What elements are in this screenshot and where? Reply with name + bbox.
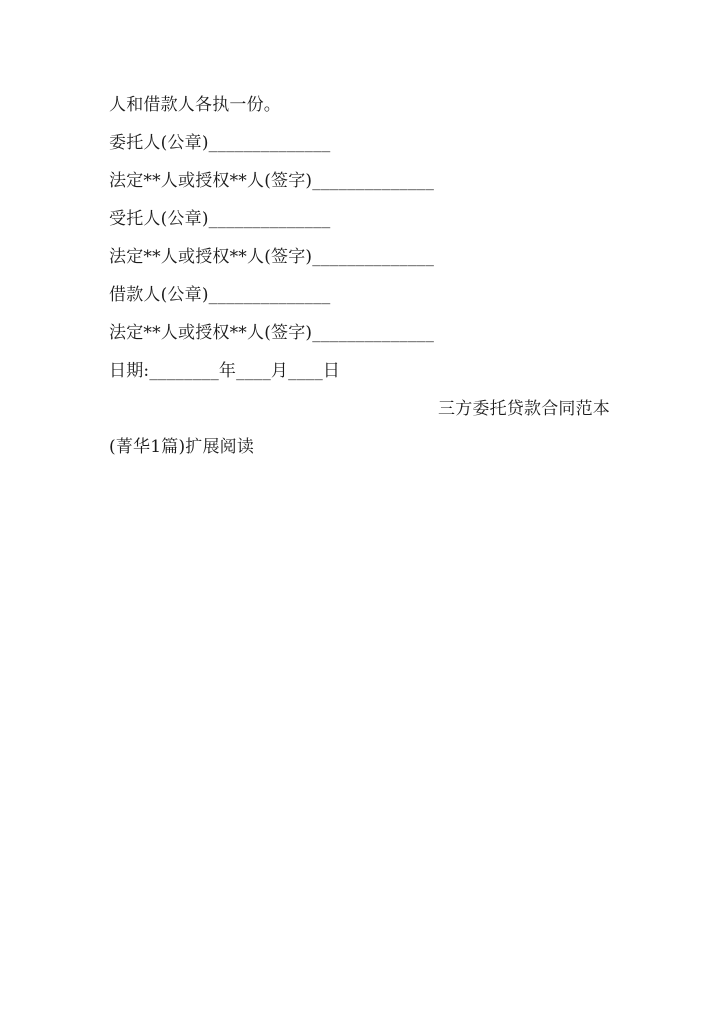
- text-line-borrower-seal: 借款人(公章)______________: [109, 285, 331, 305]
- text-line-date: 日期:________年____月____日: [109, 361, 341, 381]
- closing-title: 三方委托贷款合同范本: [438, 399, 610, 419]
- text-line-borrower-sign: 法定**人或授权**人(签字)______________: [109, 323, 435, 343]
- text-line-copies: 人和借款人各执一份。: [109, 95, 281, 115]
- text-line-trustor-seal: 委托人(公章)______________: [109, 133, 331, 153]
- text-line-trustee-sign: 法定**人或授权**人(签字)______________: [109, 247, 435, 267]
- extended-reading-heading: (菁华1篇)扩展阅读: [109, 437, 255, 457]
- text-line-trustor-sign: 法定**人或授权**人(签字)______________: [109, 171, 435, 191]
- text-line-trustee-seal: 受托人(公章)______________: [109, 209, 331, 229]
